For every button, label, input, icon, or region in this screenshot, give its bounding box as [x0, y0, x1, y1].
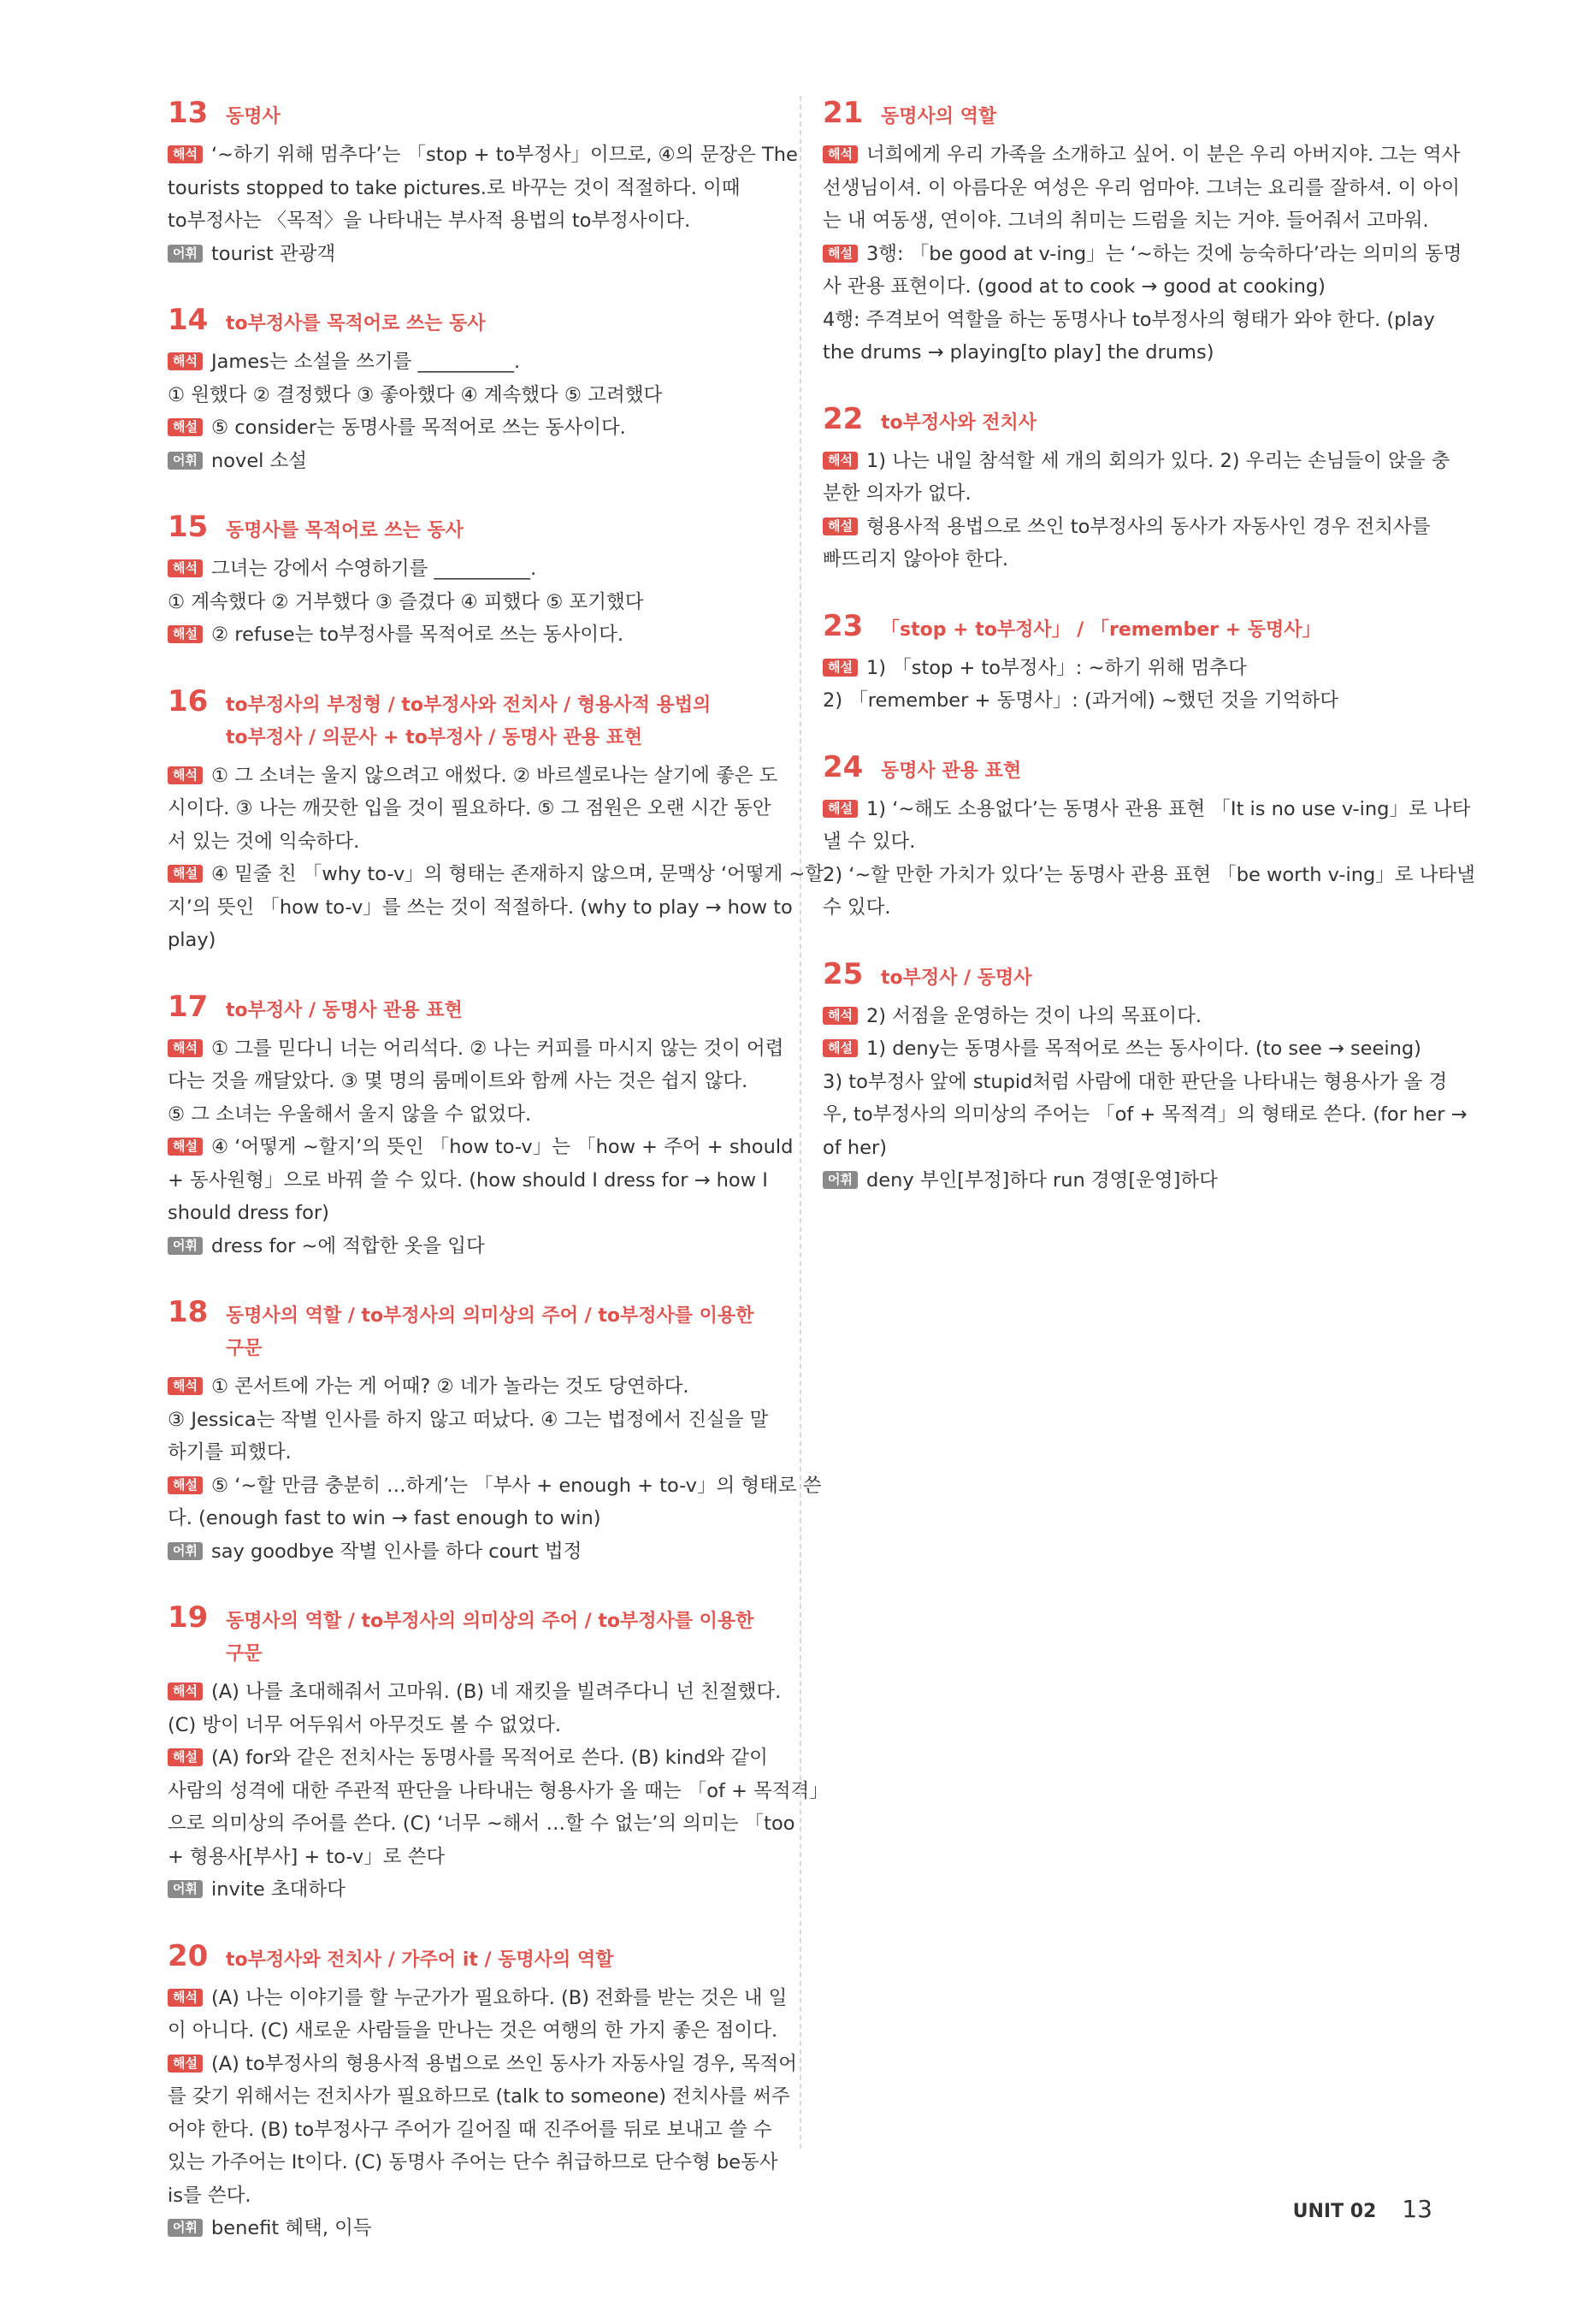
text-line — [168, 1775, 829, 1808]
line-text: the drums → playing[to play] the drums) — [823, 341, 1214, 364]
vocab-badge: 어휘 — [168, 452, 203, 470]
text-line — [168, 139, 798, 172]
answer-item — [823, 96, 1462, 370]
text-line — [823, 270, 1432, 304]
question-number: 21 — [823, 96, 864, 130]
topic-title-line: 동명사의 역할 — [881, 106, 997, 127]
answer-item — [823, 609, 1432, 718]
line-text: 지’의 뜻인 「how to-v」를 쓰는 것이 적절하다. (why to play → how to — [168, 896, 793, 919]
text-line — [823, 793, 1471, 826]
page-number: 13 — [1402, 2195, 1432, 2223]
line-text: benefit 혜택, 이득 — [210, 2217, 372, 2239]
line-text: 1) 「stop + to부정사」: ~하기 위해 멈추다 — [865, 656, 1247, 679]
item-header — [823, 750, 1432, 788]
text-line — [168, 346, 777, 379]
translation-badge: 해석 — [168, 766, 203, 784]
line-text: is를 쓴다. — [168, 2184, 251, 2207]
text-line — [823, 684, 1432, 718]
topic-title — [226, 1606, 777, 1671]
line-text: + 동사원형」으로 바꿔 쓸 수 있다. (how should I dress for → how I — [168, 1168, 768, 1192]
question-number: 19 — [168, 1600, 209, 1635]
answer-item — [168, 303, 777, 477]
left-column — [168, 96, 829, 2278]
line-text: 있는 가주어는 It이다. (C) 동명사 주어는 단수 취급하므로 단수형 be동사 — [168, 2151, 778, 2173]
line-text: ② refuse는 to부정사를 목적어로 쓰는 동사이다. — [210, 624, 624, 646]
line-text: deny 부인[부정]하다 run 경영[운영]하다 — [865, 1169, 1218, 1192]
line-text: 는 내 여동생, 연이야. 그녀의 취미는 드럼을 치는 거야. 들어줘서 고마워. — [823, 210, 1429, 232]
text-line — [168, 553, 777, 586]
line-text: 2) 「remember + 동명사」: (과거에) ~했던 것을 기억하다 — [823, 689, 1338, 712]
text-line — [823, 825, 1432, 859]
line-text: 시이다. ③ 나는 깨끗한 입을 것이 필요하다. ⑤ 그 점원은 오랜 시간 동안 — [168, 797, 771, 819]
line-text: 1) deny는 동명사를 목적어로 쓰는 동사이다. (to see → seeing) — [865, 1038, 1421, 1060]
text-line — [168, 1370, 777, 1404]
answer-item — [823, 956, 1468, 1197]
text-line — [823, 1164, 1432, 1197]
text-line — [823, 445, 1450, 478]
line-text: 너희에게 우리 가족을 소개하고 싶어. 이 분은 우리 아버지야. 그는 역사 — [865, 144, 1461, 166]
line-text: 수 있다. — [823, 896, 891, 919]
topic-title-line: 동명사 관용 표현 — [881, 760, 1022, 782]
answer-item — [168, 1295, 822, 1568]
text-line — [168, 586, 777, 619]
vocab-badge: 어휘 — [823, 1171, 858, 1189]
line-text: 으로 의미상의 주어를 쓴다. (C) ‘너무 ~해서 …할 수 없는’의 의미는 「too — [168, 1812, 795, 1835]
topic-title — [881, 101, 996, 133]
line-text: 빠뜨리지 않아야 한다. — [823, 548, 1009, 571]
topic-title-line: to부정사의 부정형 / to부정사와 전치사 / 형용사적 용법의 — [226, 694, 712, 716]
text-line — [823, 859, 1475, 892]
translation-badge: 해석 — [168, 352, 203, 370]
topic-title-line: to부정사와 전치사 / 가주어 it / 동명사의 역할 — [226, 1948, 614, 1971]
line-text: play) — [168, 929, 216, 951]
text-line — [168, 1873, 777, 1907]
text-line — [168, 1436, 777, 1470]
topic-title — [226, 1944, 613, 1977]
line-text: ④ ‘어떻게 ~할지’의 뜻인 「how to-v」는 「how + 주어 + should — [210, 1136, 794, 1158]
topic-title-line: 동명사를 목적어로 쓰는 동사 — [226, 520, 464, 541]
line-text: of her) — [823, 1136, 887, 1159]
translation-badge: 해석 — [168, 559, 203, 577]
line-text: 사 관용 표현이다. (good at to cook → good at cooking) — [823, 275, 1326, 298]
text-line — [168, 924, 777, 957]
unit-label: UNIT 02 — [1292, 2201, 1377, 2222]
line-text: 4행: 주격보어 역할을 하는 동명사나 to부정사의 형태가 와야 한다. (play — [823, 308, 1435, 331]
translation-badge: 해석 — [168, 1682, 203, 1700]
explanation-badge: 해설 — [168, 1748, 203, 1766]
translation-badge: 해석 — [823, 145, 858, 163]
answer-item — [168, 683, 824, 957]
topic-title — [226, 995, 463, 1027]
text-line — [168, 1164, 777, 1197]
text-line — [168, 2014, 777, 2048]
line-text: tourist 관광객 — [210, 242, 336, 265]
line-text: 그녀는 강에서 수영하기를 __________. — [210, 558, 537, 580]
text-line — [168, 1709, 777, 1742]
text-line — [823, 1066, 1448, 1099]
topic-title — [881, 755, 1021, 788]
line-text: 2) ‘~할 만한 가치가 있다’는 동명사 관용 표현 「be worth v-ing」로 나타낼 — [823, 863, 1475, 886]
explanation-badge: 해설 — [823, 1039, 858, 1057]
topic-title-line: to부정사 / 동명사 관용 표현 — [226, 999, 463, 1021]
text-line — [823, 204, 1432, 238]
line-text: (A) to부정사의 형용사적 용법으로 쓰인 동사가 자동사일 경우, 목적어 — [210, 2052, 797, 2075]
item-header — [168, 510, 777, 547]
text-line — [168, 858, 824, 891]
line-text: 다. (enough fast to win → fast enough to win) — [168, 1507, 601, 1529]
text-line — [168, 1131, 794, 1164]
explanation-badge: 해설 — [823, 659, 858, 677]
vocab-badge: 어휘 — [168, 1237, 203, 1255]
text-line — [823, 304, 1435, 337]
line-text: 선생님이셔. 이 아름다운 여성은 우리 엄마야. 그녀는 요리를 잘하셔. 이 아이 — [823, 176, 1461, 199]
line-text: 분한 의자가 없다. — [823, 482, 972, 505]
vocab-badge: 어휘 — [168, 1542, 203, 1560]
answer-item — [823, 749, 1475, 925]
text-line — [823, 543, 1432, 577]
topic-title — [226, 515, 464, 547]
text-line — [823, 652, 1432, 685]
text-line — [168, 2212, 777, 2245]
line-text: 다는 것을 깨달았다. ③ 몇 명의 룸메이트와 함께 사는 것은 쉽지 않다. — [168, 1070, 748, 1092]
topic-title-line: to부정사 / 의문사 + to부정사 / 동명사 관용 표현 — [226, 726, 643, 748]
text-line — [168, 1404, 777, 1437]
line-text: 를 갖기 위해서는 전치사가 필요하므로 (talk to someone) 전치사를 써주 — [168, 2085, 790, 2108]
text-line — [168, 1230, 777, 1263]
line-text: 1) 나는 내일 참석할 세 개의 회의가 있다. 2) 우리는 손님들이 앉을 충 — [865, 449, 1450, 472]
text-line — [823, 1000, 1432, 1033]
line-text: 우, to부정사의 의미상의 주어는 「of + 목적격」의 형태로 쓴다. (for her → — [823, 1103, 1468, 1126]
item-header — [168, 684, 777, 754]
text-line — [168, 1098, 777, 1132]
topic-title-line: 동명사의 역할 / to부정사의 의미상의 주어 / to부정사를 이용한 구문 — [226, 1611, 754, 1665]
item-header — [168, 990, 777, 1027]
vocab-badge: 어휘 — [168, 2219, 203, 2237]
text-line — [168, 1841, 777, 1874]
line-text: 낼 수 있다. — [823, 831, 916, 853]
text-line — [168, 1676, 782, 1709]
explanation-badge: 해설 — [168, 865, 203, 883]
text-line — [168, 2179, 777, 2213]
line-text: 서 있는 것에 익숙하다. — [168, 830, 360, 853]
line-text: ‘~하기 위해 멈추다’는 「stop + to부정사」이므로, ④의 문장은 The — [210, 144, 798, 166]
question-number: 24 — [823, 749, 864, 784]
translation-badge: 해석 — [168, 1039, 203, 1057]
text-line — [168, 1742, 777, 1775]
item-header — [823, 402, 1432, 440]
topic-title-line: to부정사와 전치사 — [881, 411, 1037, 434]
item-header — [823, 609, 1432, 647]
text-line — [168, 1807, 795, 1841]
explanation-badge: 해설 — [168, 625, 203, 643]
text-line — [168, 1535, 777, 1569]
text-line — [168, 2114, 777, 2147]
answer-item — [823, 401, 1450, 577]
line-text: novel 소설 — [210, 449, 308, 472]
line-text: 하기를 피했다. — [168, 1441, 292, 1464]
line-text: ① 그 소녀는 울지 않으려고 애썼다. ② 바르셀로나는 살기에 좋은 도 — [210, 764, 778, 787]
text-line — [168, 379, 777, 412]
answer-item — [168, 96, 798, 270]
line-text: (A) for와 같은 전치사는 동명사를 목적어로 쓴다. (B) kind와 같이 — [210, 1747, 768, 1769]
explanation-badge: 해설 — [168, 2055, 203, 2073]
line-text: ③ Jessica는 작별 인사를 하지 않고 떠났다. ④ 그는 법정에서 진실을 말 — [168, 1408, 769, 1431]
question-number: 22 — [823, 401, 864, 436]
text-line — [823, 336, 1432, 370]
text-line — [168, 792, 777, 825]
line-text: (C) 방이 너무 어두워서 아무것도 볼 수 없었다. — [168, 1713, 561, 1736]
topic-title — [226, 308, 486, 340]
item-header — [823, 96, 1432, 133]
item-header — [168, 1600, 777, 1671]
translation-badge: 해석 — [168, 1377, 203, 1395]
line-text: tourists stopped to take pictures.로 바꾸는 것이 적절하다. 이때 — [168, 176, 741, 199]
topic-title-line: 동명사 — [226, 106, 281, 127]
line-text: ① 원했다 ② 결정했다 ③ 좋아했다 ④ 계속했다 ⑤ 고려했다 — [168, 383, 663, 406]
text-line — [168, 825, 777, 859]
text-line — [168, 1032, 784, 1066]
line-text: 사람의 성격에 대한 주관적 판단을 나타내는 형용사가 올 때는 「of + 목적격」 — [168, 1779, 829, 1802]
text-line — [823, 1132, 1432, 1165]
topic-title — [881, 614, 1321, 647]
topic-title — [226, 1300, 777, 1365]
vocab-badge: 어휘 — [168, 1880, 203, 1898]
text-line — [168, 760, 777, 793]
text-line — [168, 1982, 788, 2015]
text-line — [168, 2080, 790, 2114]
line-text: dress for ~에 적합한 옷을 입다 — [210, 1234, 485, 1257]
line-text: say goodbye 작별 인사를 하다 court 법정 — [210, 1540, 582, 1563]
answer-item — [168, 989, 794, 1263]
column-divider — [800, 96, 801, 2149]
text-line — [823, 891, 1432, 925]
line-text: ④ 밑줄 친 「why to-v」의 형태는 존재하지 않으며, 문맥상 ‘어떻게 ~할 — [210, 863, 824, 885]
line-text: 3행: 「be good at v-ing」는 ‘~하는 것에 능숙하다’라는 의미의 동명 — [865, 242, 1462, 265]
answer-item — [168, 510, 777, 652]
line-text: 이 아니다. (C) 새로운 사람들을 만나는 것은 여행의 한 가지 좋은 점이다. — [168, 2019, 778, 2042]
text-line — [823, 172, 1461, 205]
topic-title-line: 「stop + to부정사」 / 「remember + 동명사」 — [881, 618, 1321, 641]
line-text: (A) 나는 이야기를 할 누군가가 필요하다. (B) 전화를 받는 것은 내 일 — [210, 1986, 788, 2009]
line-text: ① 계속했다 ② 거부했다 ③ 즐겼다 ④ 피했다 ⑤ 포기했다 — [168, 590, 644, 613]
item-header — [168, 303, 777, 340]
text-line — [168, 238, 777, 271]
question-number: 18 — [168, 1295, 209, 1329]
line-text: ① 콘서트에 가는 게 어때? ② 네가 놀라는 것도 당연하다. — [210, 1375, 689, 1398]
right-column — [823, 96, 1475, 1230]
line-text: 형용사적 용법으로 쓰인 to부정사의 동사가 자동사인 경우 전치사를 — [865, 515, 1431, 538]
question-number: 13 — [168, 96, 209, 130]
line-text: 어야 한다. (B) to부정사구 주어가 길어질 때 진주어를 뒤로 보내고 쓸 수 — [168, 2118, 772, 2141]
line-text: 2) 서점을 운영하는 것이 나의 목표이다. — [865, 1004, 1202, 1027]
question-number: 17 — [168, 989, 209, 1024]
text-line — [168, 618, 777, 652]
item-header — [823, 957, 1432, 995]
item-header — [168, 96, 777, 133]
question-number: 20 — [168, 1938, 209, 1973]
topic-title-line: to부정사를 목적어로 쓰는 동사 — [226, 313, 486, 334]
line-text: should dress for) — [168, 1202, 329, 1224]
text-line — [168, 2146, 777, 2179]
question-number: 16 — [168, 683, 209, 718]
line-text: James는 소설을 쓰기를 __________. — [210, 351, 521, 373]
translation-badge: 해석 — [168, 1989, 203, 2007]
translation-badge: 해석 — [823, 1007, 858, 1025]
topic-title-line: 동명사의 역할 / to부정사의 의미상의 주어 / to부정사를 이용한 구문 — [226, 1305, 754, 1359]
line-text: (A) 나를 초대해줘서 고마워. (B) 네 재킷을 빌려주다니 넌 친절했다. — [210, 1681, 782, 1703]
explanation-badge: 해설 — [823, 517, 858, 535]
text-line — [168, 891, 793, 925]
text-line — [823, 477, 1432, 511]
item-header — [168, 1939, 777, 1977]
explanation-badge: 해설 — [823, 245, 858, 263]
text-line — [168, 204, 777, 238]
topic-title — [881, 407, 1037, 440]
question-number: 25 — [823, 956, 864, 991]
line-text: ⑤ consider는 동명사를 목적어로 쓰는 동사이다. — [210, 417, 626, 439]
item-header — [168, 1295, 777, 1365]
line-text: + 형용사[부사] + to-v」로 쓴다 — [168, 1845, 446, 1868]
question-number: 23 — [823, 608, 864, 643]
line-text: ① 그를 믿다니 너는 어리석다. ② 나는 커피를 마시지 않는 것이 어렵 — [210, 1037, 784, 1060]
text-line — [168, 172, 777, 205]
explanation-badge: 해설 — [823, 800, 858, 818]
topic-title-line: to부정사 / 동명사 — [881, 967, 1032, 989]
question-number: 14 — [168, 303, 209, 337]
translation-badge: 해석 — [823, 452, 858, 470]
text-line — [823, 1032, 1432, 1066]
explanation-badge: 해설 — [168, 1138, 203, 1156]
line-text: 1) ‘~해도 소용없다’는 동명사 관용 표현 「It is no use v-ing」로 나타 — [865, 797, 1471, 820]
text-line — [823, 511, 1432, 544]
explanation-badge: 해설 — [168, 1476, 203, 1494]
answer-item — [168, 1938, 797, 2245]
line-text: ⑤ ‘~할 만큼 충분히 …하게’는 「부사 + enough + to-v」의 형태로 쓴 — [210, 1474, 822, 1497]
topic-title — [881, 962, 1032, 995]
text-line — [823, 1098, 1468, 1132]
topic-title — [226, 101, 281, 133]
line-text: 3) to부정사 앞에 stupid처럼 사람에 대한 판단을 나타내는 형용사가 올 경 — [823, 1070, 1448, 1093]
line-text: ⑤ 그 소녀는 우울해서 울지 않을 수 없었다. — [168, 1103, 532, 1126]
text-line — [168, 1065, 777, 1098]
line-text: to부정사는 〈목적〉을 나타내는 부사적 용법의 to부정사이다. — [168, 210, 691, 232]
vocab-badge: 어휘 — [168, 245, 203, 263]
answer-item — [168, 1600, 829, 1907]
page-footer — [1293, 2195, 1432, 2223]
explanation-badge: 해설 — [168, 418, 203, 436]
text-line — [168, 1197, 777, 1230]
text-line — [823, 139, 1461, 172]
text-line — [168, 1502, 777, 1535]
topic-title — [226, 689, 711, 754]
text-line — [168, 2048, 797, 2081]
text-line — [168, 445, 777, 478]
question-number: 15 — [168, 510, 209, 544]
text-line — [168, 1470, 822, 1503]
translation-badge: 해석 — [168, 145, 203, 163]
line-text: invite 초대하다 — [210, 1878, 346, 1901]
text-line — [168, 411, 777, 445]
text-line — [823, 238, 1462, 271]
